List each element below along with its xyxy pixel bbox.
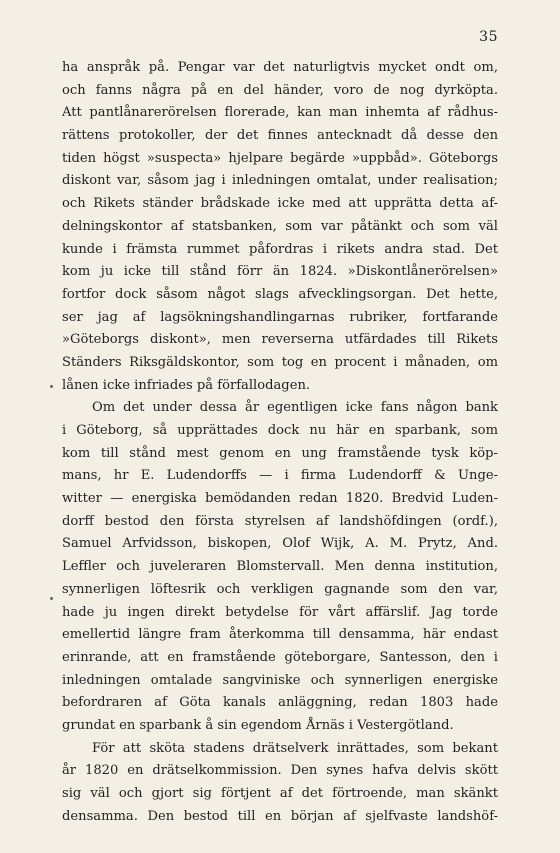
text-line: Leffler och juveleraren Blomstervall. Men denna institution, [62, 559, 498, 575]
text-line: kunde i främsta rummet påfordras i rikets andra stad. Det [62, 241, 498, 257]
edge-mark [50, 385, 53, 388]
text-line: dorff bestod den första styrelsen af landshöfdingen (ordf.), [62, 513, 498, 529]
text-line: fortfor dock såsom något slags afvecklingsorgan. Det hette, [62, 286, 498, 302]
text-line: diskont var, såsom jag i inledningen omtalat, under realisation; [62, 173, 498, 189]
text-line: i Göteborg, så upprättades dock nu här en sparbank, som [62, 423, 498, 438]
text-line: Ständers Riksgäldskontor, som tog en procent i månaden, om [62, 354, 498, 370]
text-line: Att pantlånarerörelsen florerade, kan man inhemta af rådhus- [62, 105, 498, 121]
text-line: mans, hr E. Ludendorffs — i firma Ludendorff & Unge- [62, 468, 498, 484]
text-line: ha anspråk på. Pengar var det naturligtvis mycket ondt om, [62, 60, 498, 75]
text-line: år 1820 en drätselkommission. Den synes hafva delvis skött [62, 763, 498, 779]
text-line: witter — energiska bemödanden redan 1820. Bredvid Luden- [62, 491, 498, 507]
text-line: sig väl och gjort sig förtjent af det förtroende, man skänkt [62, 786, 498, 801]
text-line: delningskontor af statsbanken, som var påtänkt och som väl [62, 218, 498, 234]
text-line: grundat en sparbank å sin egendom Årnäs i Vestergötland. [62, 717, 454, 733]
text-line: lånen icke infriades på förfallodagen. [62, 377, 311, 393]
text-line: Om det under dessa år egentligen icke fans någon bank [92, 400, 498, 416]
text-line: och Rikets ständer brådskade icke med att upprätta detta af- [62, 196, 498, 212]
edge-mark [50, 597, 53, 600]
text-line: erinrande, att en framstående göteborgare, Santesson, den i [62, 649, 498, 665]
page-number: 35 [479, 29, 498, 45]
text-line: inledningen omtalade sangviniske och synnerligen energiske [62, 672, 498, 688]
text-line: och fanns några på en del händer, voro de nog dyrköpta. [62, 82, 498, 98]
text-line: kom till stånd mest genom en ung framstående tysk köp- [62, 445, 498, 461]
text-line: rättens protokoller, der det finnes antecknadt då desse den [62, 128, 498, 144]
text-line: befordraren af Göta kanals anläggning, redan 1803 hade [62, 695, 498, 711]
text-line: Samuel Arfvidsson, biskopen, Olof Wijk, A. M. Prytz, And. [62, 536, 498, 552]
text-line: emellertid längre fram återkomma till densamma, här endast [62, 627, 498, 643]
body-text [62, 57, 498, 828]
text-line: För att sköta stadens drätselverk inrättades, som bekant [92, 740, 498, 756]
text-line: hade ju ingen direkt betydelse för vårt affärslif. Jag torde [62, 604, 498, 620]
text-line: »Göteborgs diskont», men reverserna utfärdades till Rikets [62, 332, 498, 348]
text-line: densamma. Den bestod till en början af sjelfvaste landshöf- [62, 808, 498, 824]
text-line: ser jag af lagsökningshandlingarnas rubriker, fortfarande [62, 309, 498, 325]
text-line: kom ju icke till stånd förr än 1824. »Diskontlånerörelsen» [62, 264, 498, 280]
text-line: tiden högst »suspecta» hjelpare begärde »uppbåd». Göteborgs [62, 150, 498, 166]
text-line: synnerligen löftesrik och verkligen gagnande som den var, [62, 581, 498, 597]
